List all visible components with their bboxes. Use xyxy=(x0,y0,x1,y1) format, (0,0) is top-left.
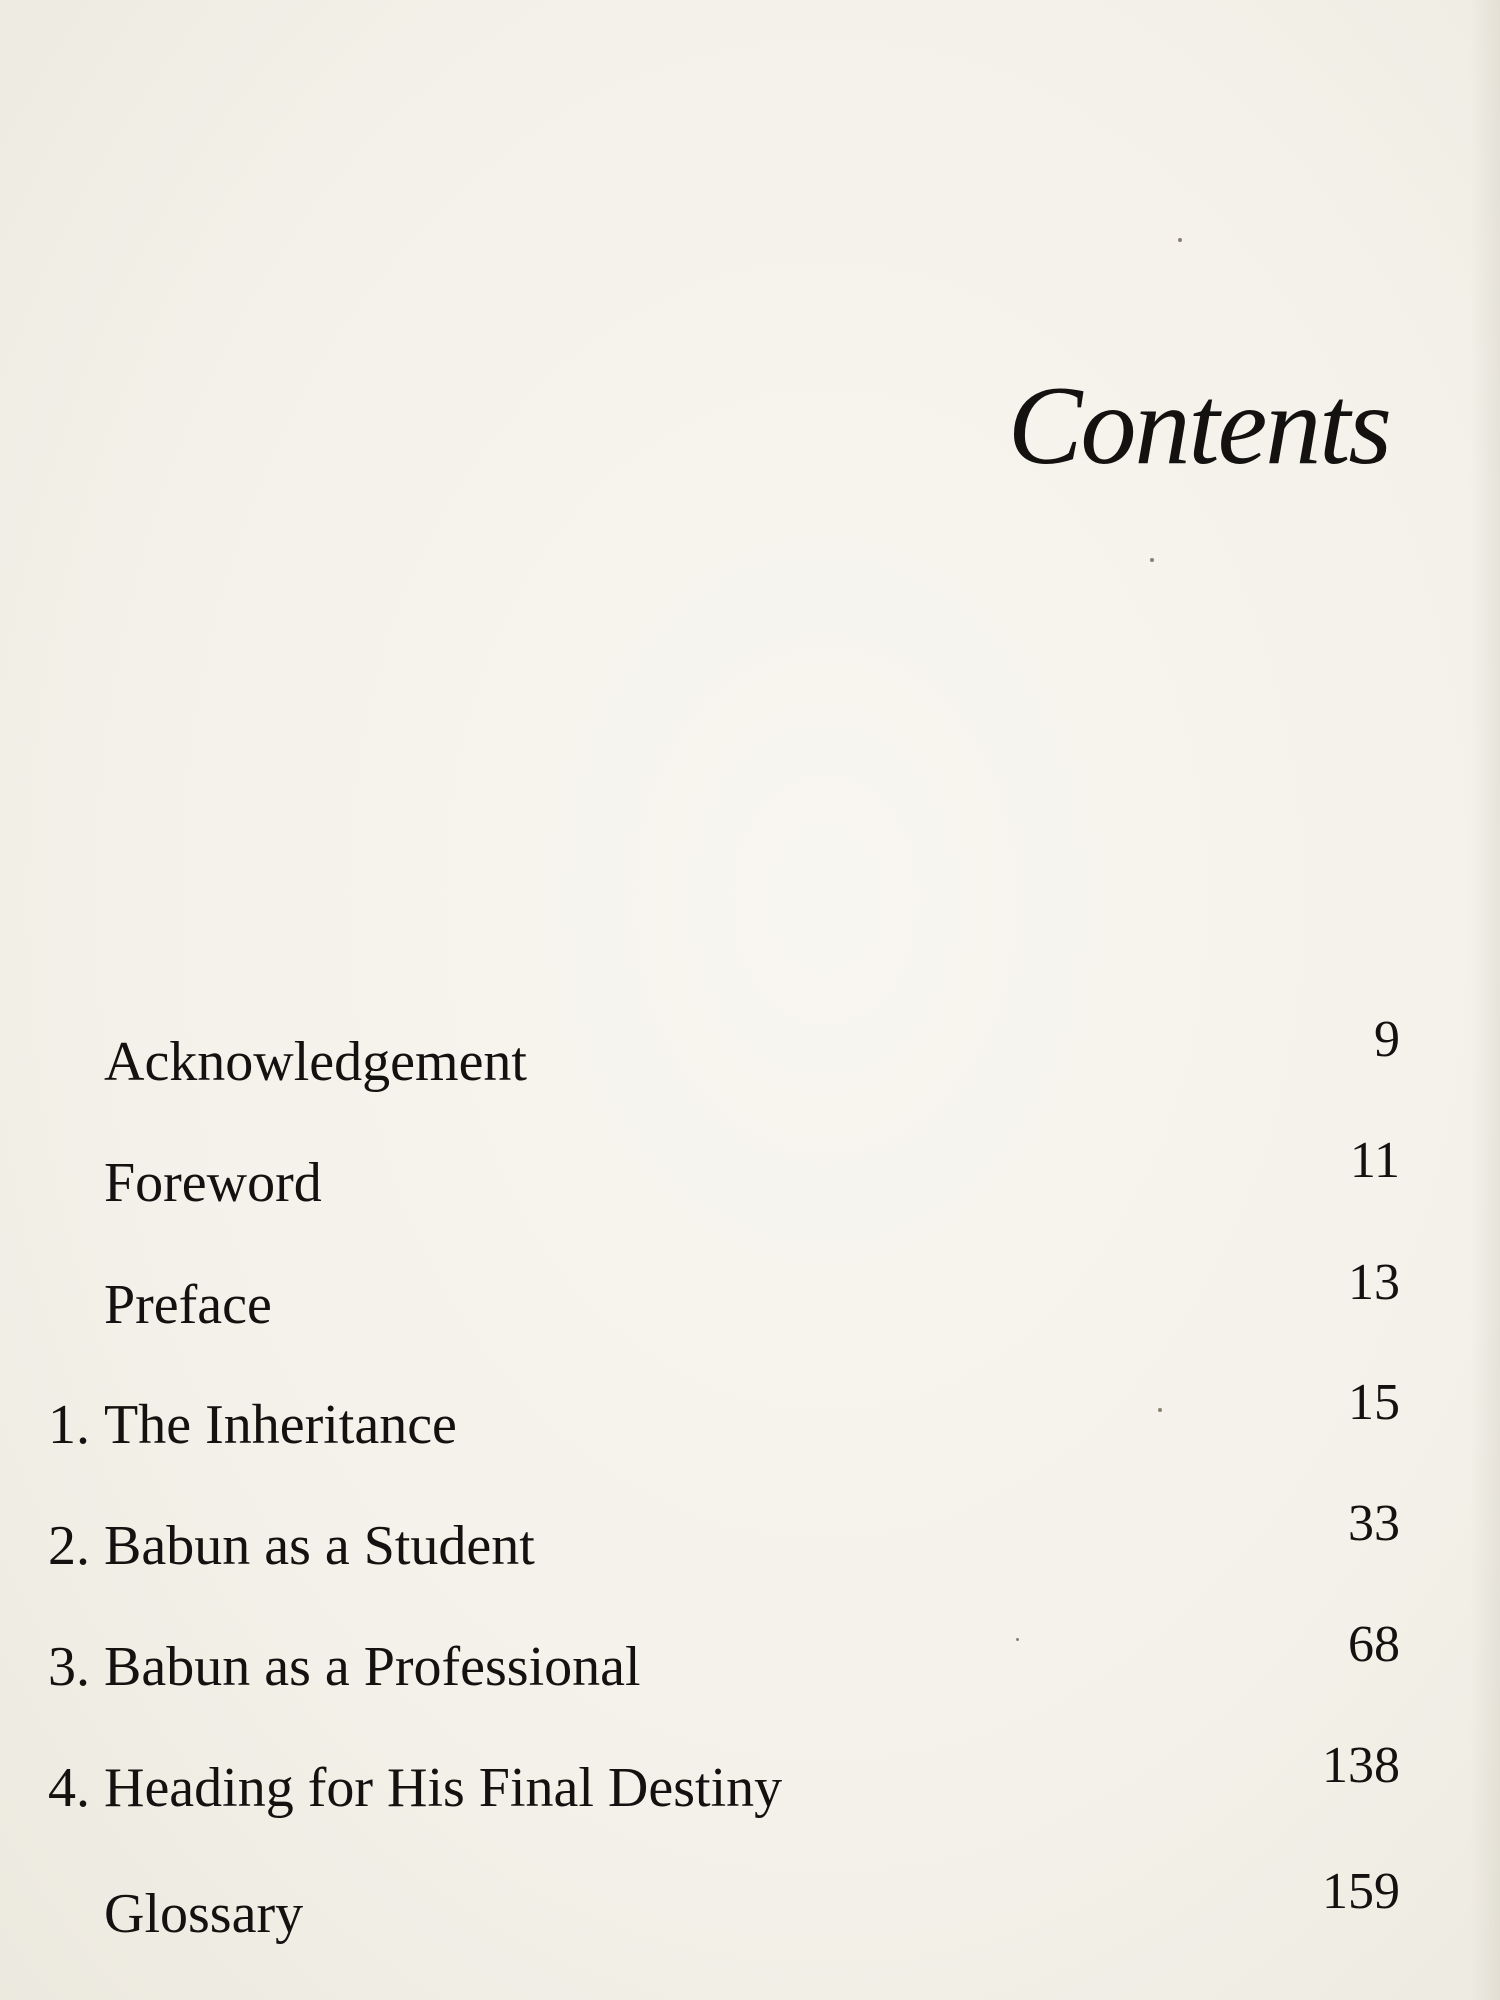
page-title: Contents xyxy=(1007,364,1390,488)
toc-entry-glossary[interactable] xyxy=(0,1863,1500,1954)
toc-entry-number: 1. xyxy=(48,1394,90,1456)
toc-entry-chapter-4[interactable] xyxy=(0,1737,1500,1828)
toc-entry-page: 138 xyxy=(1322,1737,1400,1794)
toc-entry-page: 33 xyxy=(1348,1495,1400,1552)
toc-entry-title: Acknowledgement xyxy=(104,1031,527,1093)
toc-entry-title: Babun as a Student xyxy=(104,1515,535,1577)
toc-entry-foreword[interactable] xyxy=(0,1132,1500,1223)
toc-entry-number: 2. xyxy=(48,1515,90,1577)
toc-entry-preface[interactable] xyxy=(0,1254,1500,1345)
toc-entry-page: 68 xyxy=(1348,1616,1400,1673)
toc-entry-chapter-1[interactable] xyxy=(0,1374,1500,1465)
toc-entry-chapter-2[interactable] xyxy=(0,1495,1500,1586)
toc-entry-title: The Inheritance xyxy=(104,1394,457,1456)
toc-entry-title: Foreword xyxy=(104,1152,322,1214)
toc-entry-chapter-3[interactable] xyxy=(0,1616,1500,1707)
toc-entry-title: Glossary xyxy=(104,1883,304,1945)
toc-entry-page: 15 xyxy=(1348,1374,1400,1431)
toc-entry-title: Babun as a Professional xyxy=(104,1636,641,1698)
toc-entry-title: Preface xyxy=(104,1274,272,1336)
toc-entry-page: 13 xyxy=(1348,1254,1400,1311)
toc-entry-page: 9 xyxy=(1374,1011,1400,1068)
toc-entry-number: 3. xyxy=(48,1636,90,1698)
toc-entry-title: Heading for His Final Destiny xyxy=(104,1757,783,1819)
toc-entry-page: 159 xyxy=(1322,1863,1400,1920)
toc-entry-page: 11 xyxy=(1349,1132,1400,1189)
toc-entry-number: 4. xyxy=(48,1757,90,1819)
toc-entry-acknowledgement[interactable] xyxy=(0,1011,1500,1102)
